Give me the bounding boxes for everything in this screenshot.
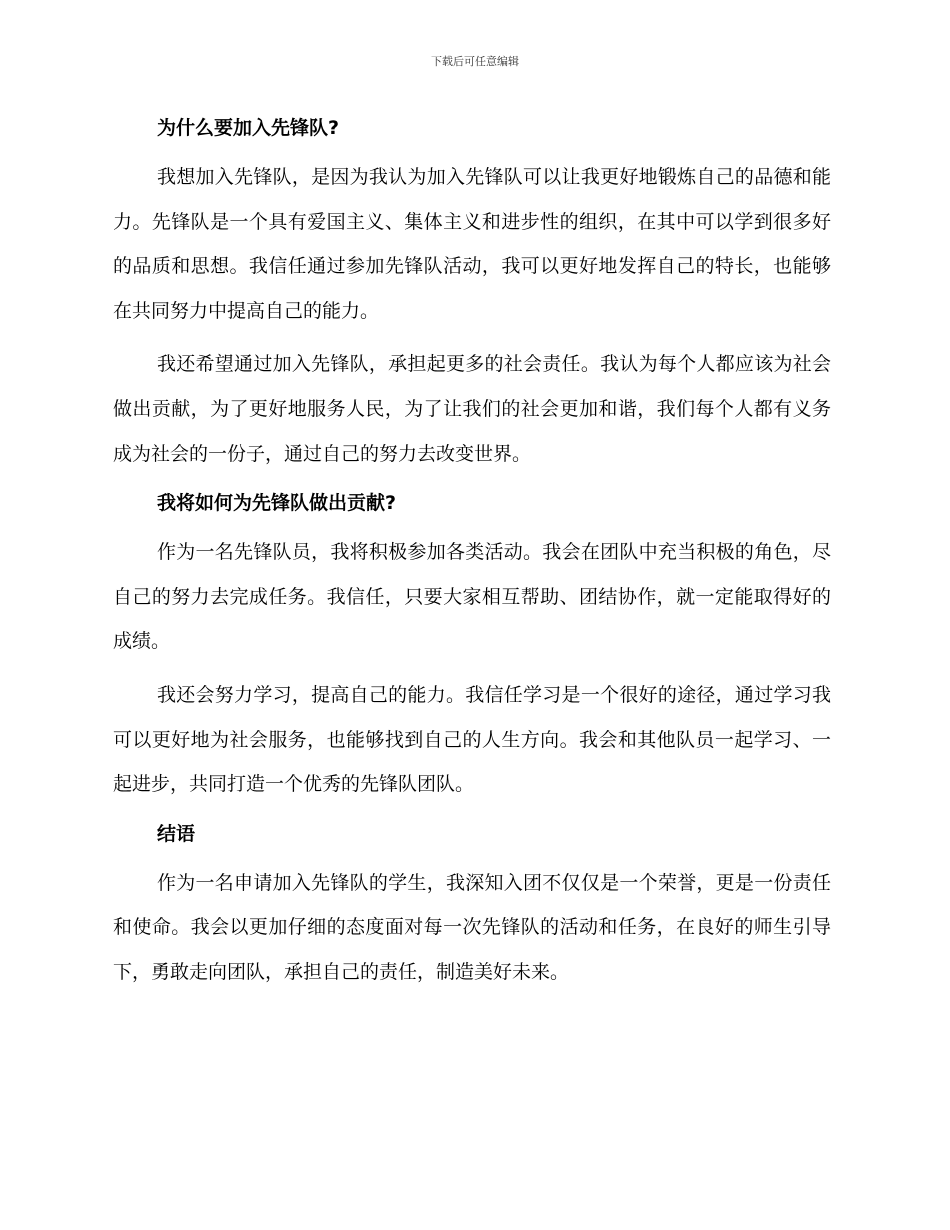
paragraph: 我还会努力学习，提高自己的能力。我信任学习是一个很好的途径，通过学习我可以更好地为社会服务，也能够找到自己的人生方向。我会和其他队员一起学习、一起进步，共同打造一个优秀的先锋队团队。 (113, 683, 831, 796)
paragraph: 作为一名申请加入先锋队的学生，我深知入团不仅仅是一个荣誉，更是一份责任和使命。我会以更加仔细的态度面对每一次先锋队的活动和任务，在良好的师生引导下，勇敢走向团队，承担自己的责任，制造美好未来。 (113, 871, 831, 983)
document-body (113, 110, 831, 1004)
paragraph: 我还希望通过加入先锋队，承担起更多的社会责任。我认为每个人都应该为社会做出贡献，为了更好地服务人民，为了让我们的社会更加和谐，我们每个人都有义务成为社会的一份子，通过自己的努力去改变世界。 (113, 353, 831, 465)
page-header: 下载后可任意编辑 (431, 55, 519, 68)
section-heading-contribution: 我将如何为先锋队做出贡献? (157, 492, 397, 515)
paragraph: 作为一名先锋队员，我将积极参加各类活动。我会在团队中充当积极的角色，尽自己的努力去完成任务。我信任，只要大家相互帮助、团结协作，就一定能取得好的成绩。 (113, 541, 831, 653)
paragraph: 我想加入先锋队，是因为我认为加入先锋队可以让我更好地锻炼自己的品德和能力。先锋队是一个具有爱国主义、集体主义和进步性的组织，在其中可以学到很多好的品质和思想。我信任通过参加先锋队活动，我可以更好地发挥自己的特长，也能够在共同努力中提高自己的能力。 (113, 166, 831, 322)
section-heading-conclusion: 结语 (157, 822, 196, 845)
section-heading-why-join: 为什么要加入先锋队? (157, 117, 340, 139)
